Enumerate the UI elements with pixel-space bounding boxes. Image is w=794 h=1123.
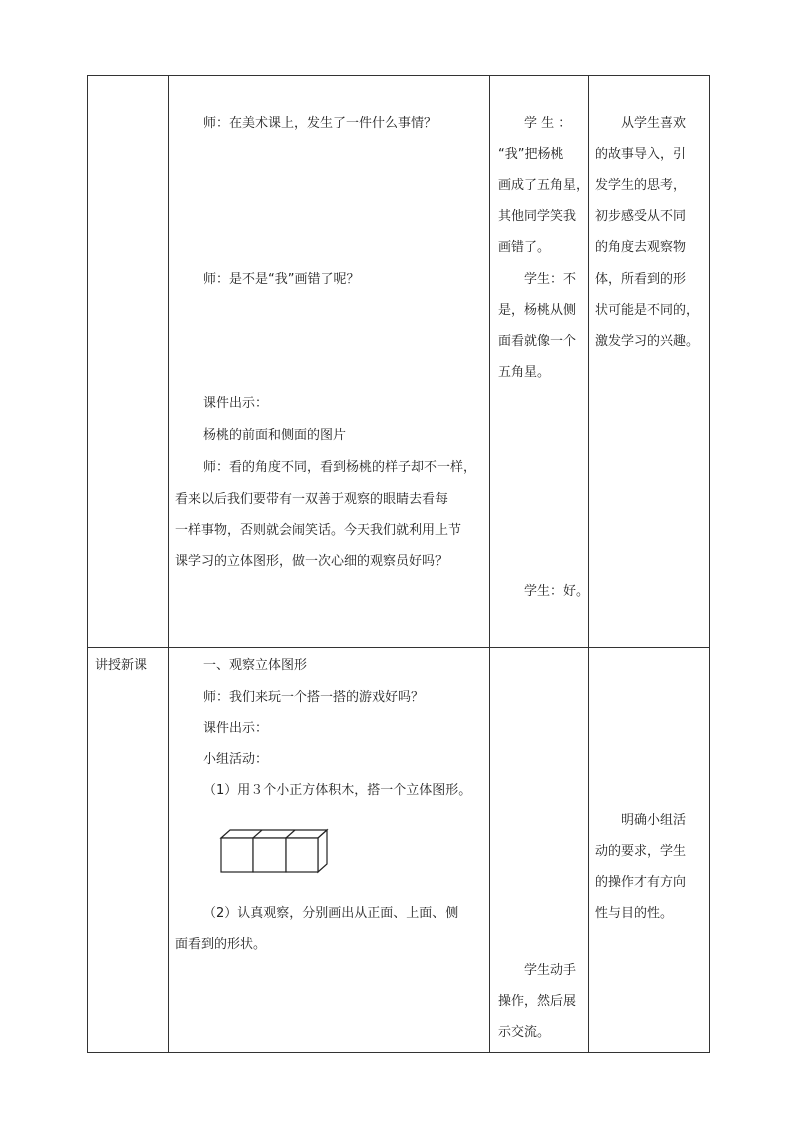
intent-line: 发学生的思考， bbox=[595, 178, 687, 193]
teacher-line: 课件出示： bbox=[203, 396, 269, 411]
student-line: “我”把杨桃 bbox=[498, 147, 564, 162]
intent-line: 明确小组活 bbox=[621, 813, 687, 828]
teacher-line: 看来以后我们要带有一双善于观察的眼睛去看每 bbox=[175, 492, 449, 507]
teacher-activity-cell bbox=[169, 648, 490, 1053]
teacher-activity-cell bbox=[169, 76, 490, 648]
teacher-line: 杨桃的前面和侧面的图片 bbox=[203, 428, 347, 443]
student-line: 画错了。 bbox=[498, 240, 551, 255]
student-line: 是，杨桃从侧 bbox=[498, 303, 577, 318]
student-line: 学 生 ： bbox=[524, 116, 572, 131]
intent-line: 激发学习的兴趣。 bbox=[595, 334, 700, 349]
table-row bbox=[88, 76, 710, 648]
teacher-line: 师：看的角度不同，看到杨桃的样子却不一样， bbox=[203, 460, 477, 475]
intent-line: 初步感受从不同 bbox=[595, 209, 687, 224]
teacher-line: 课件出示： bbox=[203, 721, 269, 736]
teacher-line: 一样事物，否则就会闹笑话。今天我们就利用上节 bbox=[175, 523, 462, 538]
student-activity-cell bbox=[490, 648, 589, 1053]
student-line: 五角星。 bbox=[498, 365, 551, 380]
teacher-line: 师：我们来玩一个搭一搭的游戏好吗？ bbox=[203, 690, 425, 705]
student-line: 示交流。 bbox=[498, 1025, 551, 1040]
design-intent-cell bbox=[589, 648, 710, 1053]
table-row bbox=[88, 648, 710, 1053]
intent-line: 体，所看到的形 bbox=[595, 272, 687, 287]
student-line: 学生：不 bbox=[524, 272, 577, 287]
section-cell bbox=[88, 648, 169, 1053]
teacher-line: 一、观察立体图形 bbox=[203, 658, 308, 673]
intent-line: 的角度去观察物 bbox=[595, 240, 687, 255]
cube-front-face bbox=[286, 838, 318, 872]
intent-line: 的故事导入，引 bbox=[595, 147, 687, 162]
design-intent-cell bbox=[589, 76, 710, 648]
student-line: 操作，然后展 bbox=[498, 994, 577, 1009]
teacher-line: （2）认真观察，分别画出从正面、上面、侧 bbox=[203, 906, 459, 921]
intent-line: 性与目的性。 bbox=[595, 906, 674, 921]
teacher-line: 面看到的形状。 bbox=[175, 937, 267, 952]
section-label: 讲授新课 bbox=[95, 658, 148, 673]
section-cell bbox=[88, 76, 169, 648]
student-line: 面看就像一个 bbox=[498, 334, 577, 349]
lesson-plan-table bbox=[87, 75, 710, 1053]
teacher-line: （1）用３个小正方体积木，搭一个立体图形。 bbox=[203, 783, 472, 798]
student-line: 画成了五角星， bbox=[498, 178, 590, 193]
student-line: 其他同学笑我 bbox=[498, 209, 577, 224]
cube-front-face bbox=[221, 838, 253, 872]
intent-line: 状可能是不同的， bbox=[595, 303, 700, 318]
student-line: 学生：好。 bbox=[524, 584, 590, 599]
intent-line: 从学生喜欢 bbox=[621, 116, 687, 131]
cube-blocks-figure bbox=[217, 828, 332, 876]
intent-line: 动的要求，学生 bbox=[595, 844, 687, 859]
cube-top-face bbox=[221, 830, 327, 838]
intent-line: 的操作才有方向 bbox=[595, 875, 687, 890]
cube-side-face bbox=[318, 830, 327, 872]
cube-front-face bbox=[253, 838, 286, 872]
teacher-line: 师：在美术课上，发生了一件什么事情？ bbox=[203, 116, 438, 131]
student-line: 学生动手 bbox=[524, 963, 577, 978]
teacher-line: 师：是不是“我”画错了呢？ bbox=[203, 272, 360, 287]
teacher-line: 小组活动： bbox=[203, 752, 269, 767]
student-activity-cell bbox=[490, 76, 589, 648]
teacher-line: 课学习的立体图形，做一次心细的观察员好吗？ bbox=[175, 554, 449, 569]
